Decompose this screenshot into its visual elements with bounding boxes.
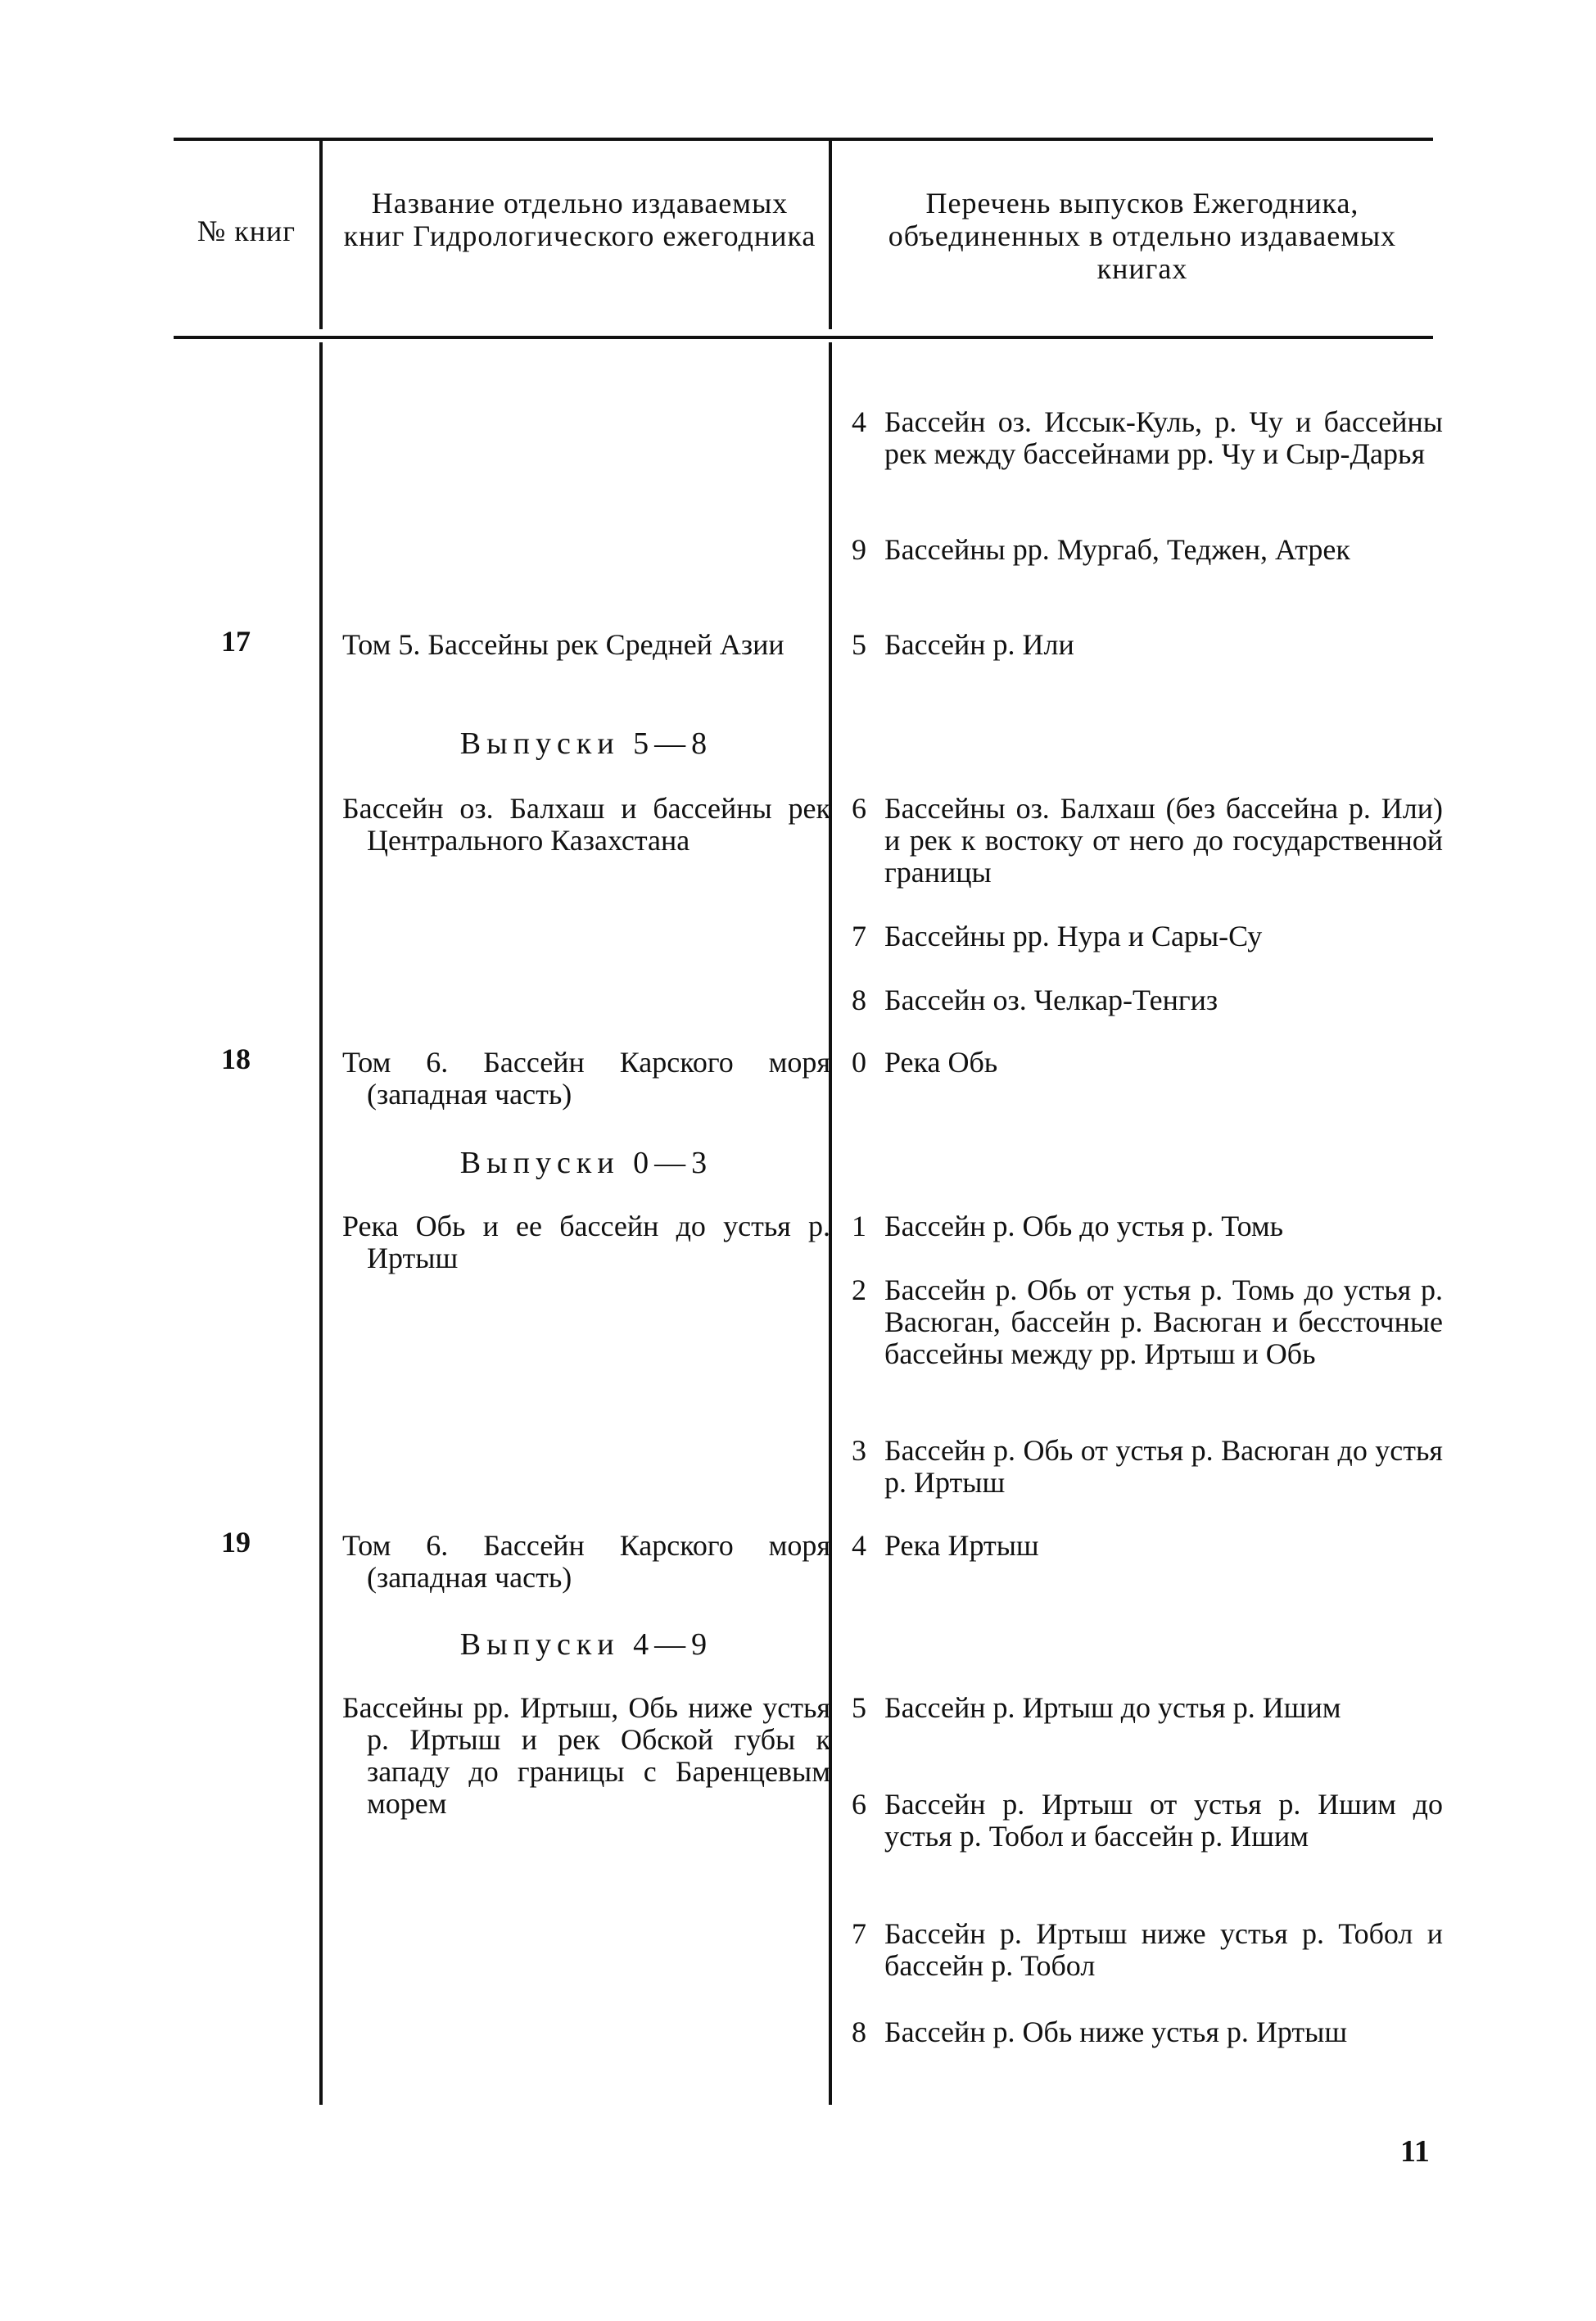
issue-text: Бассейны оз. Балхаш (без бассейна р. Или) и рек к востоку от него до государственной границы	[884, 792, 1443, 889]
header-col-book-title: Название отдельно издаваемых книг Гидрологического ежегодника	[343, 187, 816, 252]
header-bottom-rule	[174, 336, 1433, 339]
issue-number: 7	[852, 1917, 866, 1950]
book-number: 18	[221, 1043, 251, 1075]
page-number: 11	[1400, 2134, 1430, 2169]
issue-item	[852, 406, 1443, 470]
issue-number: 4	[852, 405, 866, 438]
issue-number: 6	[852, 1788, 866, 1821]
issue-item	[852, 629, 1443, 661]
top-rule	[174, 138, 1433, 141]
issue-item	[852, 921, 1443, 952]
issue-text: Бассейн р. Обь от устья р. Васюган до устья р. Иртыш	[884, 1434, 1443, 1499]
issue-item	[852, 2016, 1443, 2048]
issue-text: Бассейны рр. Нура и Сары-Су	[884, 920, 1263, 952]
issue-item	[852, 1530, 1443, 1562]
volume-title: Том 5. Бассейны рек Средней Азии	[342, 628, 784, 661]
issue-text: Бассейн р. Иртыш от устья р. Ишим до устья р. Тобол и бассейн р. Ишим	[884, 1788, 1443, 1853]
book-title: Бассейн оз. Балхаш и бассейны рек Центрального Казахстана	[342, 792, 830, 857]
issue-number: 9	[852, 533, 866, 566]
header-col-issues: Перечень выпусков Ежегодника, объединенных в отдельно издаваемых книгах	[888, 187, 1397, 285]
issue-text: Река Иртыш	[884, 1529, 1039, 1562]
issue-text: Река Обь	[884, 1046, 998, 1079]
issues-range-heading: Выпуски 5—8	[459, 726, 713, 761]
issue-text: Бассейн р. Обь от устья р. Томь до устья р. Васюган, бассейн р. Васюган и бессточные бассейны между рр. Иртыш и Обь	[884, 1274, 1443, 1370]
column-divider-2-header	[829, 141, 832, 329]
header-col-book-number: № книг	[197, 215, 296, 247]
issue-item	[852, 1435, 1443, 1499]
book-number: 19	[221, 1526, 251, 1559]
issue-number: 1	[852, 1210, 866, 1242]
issue-text: Бассейн р. Или	[884, 628, 1074, 661]
issue-number: 2	[852, 1274, 866, 1306]
issue-number: 5	[852, 628, 866, 661]
issue-item	[852, 793, 1443, 889]
column-divider-1	[319, 342, 323, 2105]
issue-item	[852, 1210, 1443, 1242]
issue-number: 7	[852, 920, 866, 952]
issue-item	[852, 1047, 1443, 1079]
issue-item	[852, 984, 1443, 1016]
issue-text: Бассейн оз. Челкар-Тенгиз	[884, 984, 1218, 1016]
book-number: 17	[221, 625, 251, 658]
book-title: Бассейны рр. Иртыш, Обь ниже устья р. Иртыш и рек Обской губы к западу до границы с Баренцевым морем	[342, 1691, 830, 1820]
issue-number: 3	[852, 1434, 866, 1467]
issue-item	[852, 1692, 1443, 1724]
issue-text: Бассейн р. Иртыш ниже устья р. Тобол и бассейн р. Тобол	[884, 1917, 1443, 1982]
issue-number: 8	[852, 2016, 866, 2048]
issue-number: 5	[852, 1691, 866, 1724]
issue-text: Бассейн оз. Иссык-Куль, р. Чу и бассейны рек между бассейнами рр. Чу и Сыр-Дарья	[884, 405, 1443, 470]
issue-number: 8	[852, 984, 866, 1016]
issue-item	[852, 1789, 1443, 1853]
issue-text: Бассейн р. Обь ниже устья р. Иртыш	[884, 2016, 1348, 2048]
issue-text: Бассейн р. Обь до устья р. Томь	[884, 1210, 1284, 1242]
issue-text: Бассейн р. Иртыш до устья р. Ишим	[884, 1691, 1341, 1724]
issue-item	[852, 534, 1443, 566]
issue-number: 6	[852, 792, 866, 825]
volume-title: Том 6. Бассейн Карского моря (западная часть)	[342, 1046, 830, 1111]
volume-title: Том 6. Бассейн Карского моря (западная часть)	[342, 1529, 830, 1594]
issue-item	[852, 1918, 1443, 1982]
issues-range-heading: Выпуски 0—3	[459, 1146, 713, 1180]
issue-text: Бассейны рр. Мургаб, Теджен, Атрек	[884, 533, 1350, 566]
issue-number: 4	[852, 1529, 866, 1562]
issue-number: 0	[852, 1046, 866, 1079]
column-divider-1-header	[319, 141, 323, 329]
book-title: Река Обь и ее бассейн до устья р. Иртыш	[342, 1210, 830, 1274]
issues-range-heading: Выпуски 4—9	[459, 1627, 713, 1662]
issue-item	[852, 1274, 1443, 1370]
